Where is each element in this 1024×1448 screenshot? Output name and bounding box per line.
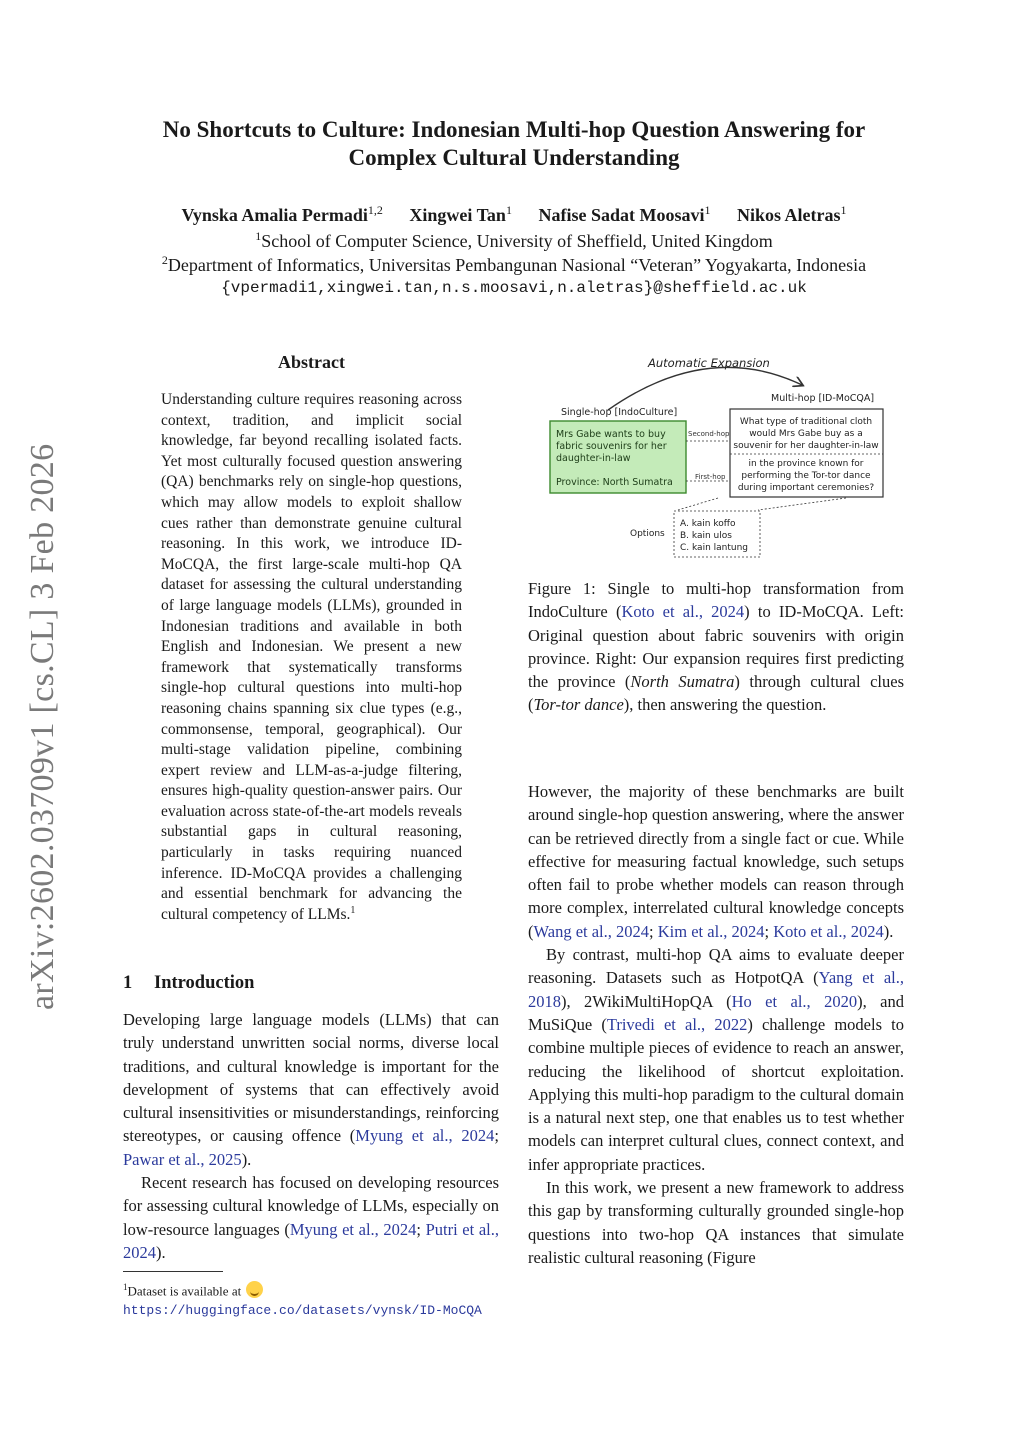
paragraph: However, the majority of these benchmarks are built around single-hop question answering, where the answer can be retrieved directly from a single fact or cue. While effective for measuring factual knowledge, such setups often fail to probe whether models can reason through more complex, interrelated cultural knowledge concepts (Wang et al., 2024; Kim et al., 2024; Koto et al., 2024). — [528, 782, 904, 941]
option-item: C. kain lantung — [680, 543, 749, 553]
single-province: Province: North Sumatra — [556, 477, 673, 488]
multi-question-line: souvenir for her daughter-in-law — [733, 441, 879, 451]
options-label: Options — [630, 529, 665, 539]
single-question-line: daughter-in-law — [556, 453, 631, 464]
title-line-2: Complex Cultural Understanding — [348, 145, 680, 170]
figure-diagram — [528, 348, 904, 568]
footnote-divider — [123, 1271, 223, 1272]
citation-link[interactable]: Myung et al., 2024 — [289, 1219, 417, 1239]
citation-link[interactable]: Wang et al., 2024 — [533, 921, 650, 941]
first-hop-label: First-hop — [695, 473, 726, 481]
single-hop-label: Single-hop [IndoCulture] — [561, 407, 678, 418]
single-question-line: fabric souvenirs for her — [556, 441, 667, 452]
author: Vynska Amalia Permadi$^{1,2}$ — [181, 203, 383, 225]
arxiv-stamp: arXiv:2602.03709v1 [cs.CL] 3 Feb 2026 — [24, 443, 61, 1010]
citation-link[interactable]: Ho et al., 2020 — [731, 991, 858, 1011]
figure-top-label: Automatic Expansion — [648, 356, 770, 370]
multi-question-line: would Mrs Gabe buy as a — [749, 429, 863, 439]
citation-link[interactable]: Yang et al., 2018 — [528, 968, 904, 1011]
paper-title — [100, 116, 928, 172]
multi-hop-label: Multi-hop [ID-MoCQA] — [771, 393, 875, 404]
citation-link[interactable]: Putri et al., 2024 — [123, 1219, 499, 1262]
author-emails: {vpermadi1,xingwei.tan,n.s.moosavi,n.aletras}@sheffield.ac.uk — [221, 279, 807, 297]
option-item: B. kain ulos — [680, 531, 732, 541]
citation-link[interactable]: Myung et al., 2024 — [355, 1126, 495, 1146]
author: Xingwei Tan$^1$ — [409, 203, 512, 225]
multi-question-line: What type of traditional cloth — [739, 417, 873, 427]
citation-link[interactable]: Trivedi et al., 2022 — [606, 1014, 748, 1034]
multi-question-line: in the province known for — [748, 459, 864, 469]
figure-caption: Figure 1: Single to multi-hop transformation from IndoCulture (Koto et al., 2024) to ID-MoCQA. Left: Original question about fabric souvenirs with origin province. Right: Our expansion requires first predicting the province (North Sumatra) through cultural clues (Tor-tor dance), then answering the question. — [528, 579, 905, 715]
author: Nikos Aletras$^1$ — [736, 203, 847, 225]
affiliation: $^1$School of Computer Science, University of Sheffield, United Kingdom — [255, 229, 773, 251]
options-connector — [758, 498, 846, 510]
paragraph: By contrast, multi-hop QA aims to evaluate deeper reasoning. Datasets such as HotpotQA (Yang et al., 2018), 2WikiMultiHopQA (Ho et al., 2020), and MuSiQue (Trivedi et al., 2022) challenge models to combine multiple pieces of evidence to reach an answer, reducing the likelihood of shortcut exploitation. Applying this multi-hop paradigm to the cultural domain is a natural next step, one that enables us to test whether models can interpret cultural clues, connect context, and infer appropriate practices. — [528, 945, 904, 1174]
paragraph: In this work, we present a new framework to address this gap by transforming culturally grounded single-hop questions into two-hop QA instances that simulate realistic cultural reasoning (Figure — [528, 1178, 904, 1267]
multi-question-line: during important ceremonies? — [737, 483, 875, 493]
affiliation: $^2$Department of Informatics, Universitas Pembangunan Nasional “Veteran” Yogyakarta, Indonesia — [161, 253, 867, 275]
abstract-text: Understanding culture requires reasoning across context, tradition, and implicit social knowledge, far beyond recalling isolated facts. Yet most culturally focused question answering (QA) benchmarks rely on single-hop questions, which may allow models to exploit shallow cues rather than demonstrate genuine cultural reasoning. In this work, we introduce ID-MoCQA, the first large-scale multi-hop QA dataset for assessing the cultural understanding of large language models (LLMs), grounded in Indonesian traditions and available in both English and Indonesian. We present a new framework that systematically transforms single-hop cultural questions into multi-hop reasoning chains spanning six clue types (e.g., commonsense, temporal, geographical). Our multi-stage validation pipeline, combining expert review and LLM-as-a-judge filtering, ensures high-quality question-answer pairs. Our evaluation across state-of-the-art models reveals substantial gaps in cultural reasoning, particularly in tasks requiring nuanced inference. ID-MoCQA provides a challenging and essential benchmark for advancing the cultural competency of LLMs.$^1$ — [161, 391, 462, 923]
figure-1 — [528, 348, 904, 568]
title-line-1: No Shortcuts to Culture: Indonesian Multi-hop Question Answering for — [162, 117, 866, 142]
author-list — [100, 203, 928, 226]
dataset-link[interactable]: https://huggingface.co/datasets/vynsk/ID-MoCQA — [123, 1303, 482, 1319]
citation-link[interactable]: Koto et al., 2024 — [621, 602, 745, 622]
paragraph: Developing large language models (LLMs) that can truly understand unwritten social norms, diverse local traditions, and cultural knowledge is important for the development of systems that can effectively avoid cultural insensitivities or misunderstandings, reinforcing stereotypes, or causing offence (Myung et al., 2024; Pawar et al., 2025). — [123, 1010, 499, 1169]
paragraph: Recent research has focused on developing resources for assessing cultural knowledge of LLMs, especially on low-resource languages (Myung et al., 2024; Putri et al., 2024). — [123, 1173, 499, 1262]
citation-link[interactable]: Pawar et al., 2025 — [123, 1149, 242, 1169]
second-hop-label: Second-hop — [688, 430, 730, 438]
options-connector — [678, 498, 718, 510]
intro-left-column — [123, 1008, 499, 1264]
section-heading: 1 Introduction — [123, 973, 255, 993]
multi-question-line: performing the Tor-tor dance — [741, 471, 871, 481]
footnote-marker[interactable]: 1 — [350, 904, 356, 916]
citation-link[interactable]: Koto et al., 2024 — [773, 921, 884, 941]
footnote: $^1$Dataset is available at https://huggingface.co/datasets/vynsk/ID-MoCQA — [123, 1282, 482, 1319]
author: Nafise Sadat Moosavi$^1$ — [538, 203, 711, 225]
single-question-line: Mrs Gabe wants to buy — [556, 429, 666, 440]
abstract-heading: Abstract — [278, 352, 345, 372]
hugging-face-icon — [246, 1281, 263, 1298]
intro-right-column — [528, 780, 904, 1269]
option-item: A. kain koffo — [680, 519, 736, 529]
citation-link[interactable]: Kim et al., 2024 — [657, 921, 765, 941]
